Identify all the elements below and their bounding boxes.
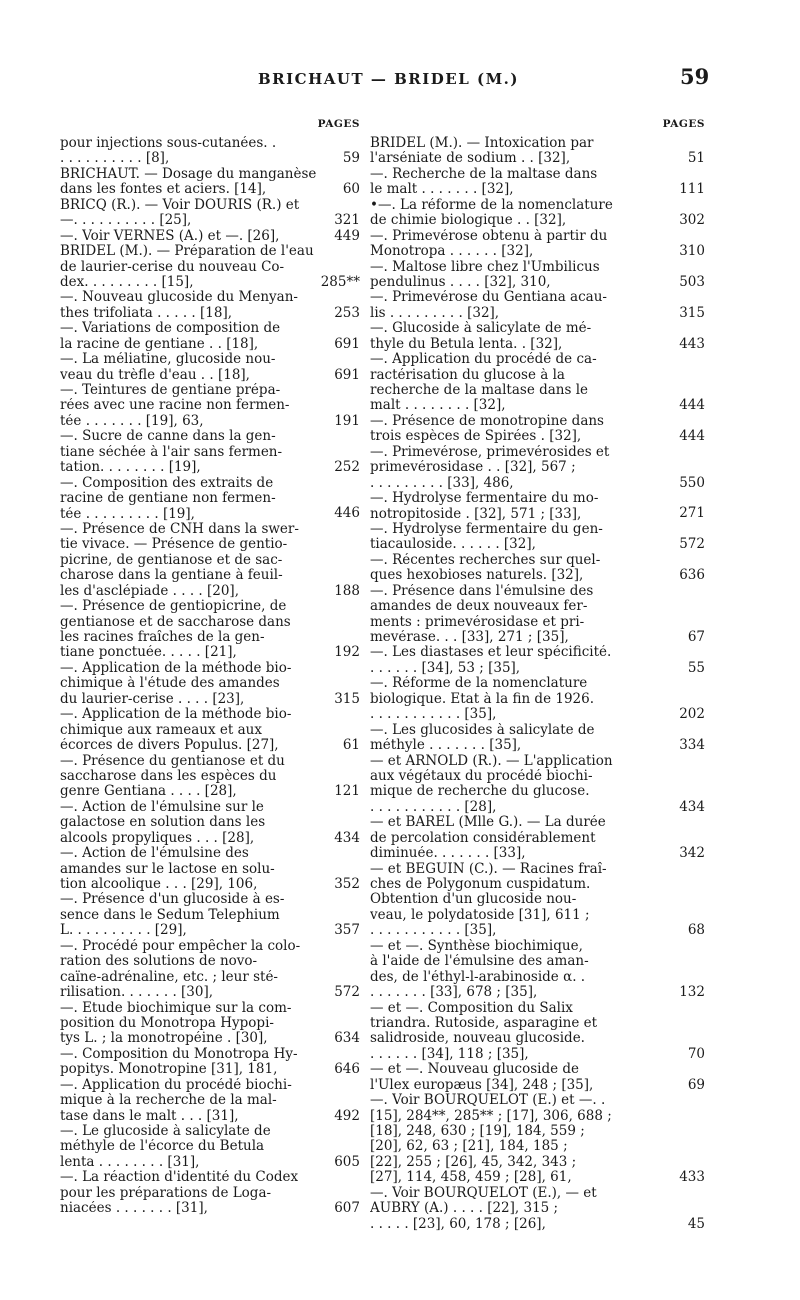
entry-text-line: [20], 62, 63 ; [21], 184, 185 ; (370, 1139, 568, 1155)
index-entry (370, 522, 705, 553)
entry-text-line: malt . . . . . . . . [32], (370, 398, 506, 414)
entry-page-ref: 634 (334, 1030, 360, 1047)
entry-text-line: —. Hydrolyse fermentaire du mo- (370, 491, 599, 507)
entry-text-line: position du Monotropa Hypopi- (60, 1015, 274, 1031)
index-entry (370, 862, 705, 939)
entry-page-ref: 492 (334, 1107, 360, 1124)
entry-text-line: amandes de deux nouveaux fer- (370, 599, 588, 615)
entry-page-ref: 188 (334, 582, 360, 599)
entry-text-line: notropitoside . [32], 571 ; [33], (370, 506, 582, 522)
entry-text-line: genre Gentiana . . . . [28], (60, 784, 237, 800)
entry-text-line: salidroside, nouveau glucoside. (370, 1031, 585, 1047)
entry-page-ref: 572 (334, 984, 360, 1001)
entry-text-line: —. Étude biochimique sur la com- (60, 1000, 292, 1016)
entry-text-line: recherche de la maltase dans le (370, 383, 589, 398)
entry-text-line: —. Voir BOURQUELOT (E.), — et (370, 1185, 597, 1201)
entry-text-line: •—. La réforme de la nomenclature (370, 197, 613, 213)
entry-text-line: tie vivace. — Présence de gentio- (60, 537, 288, 553)
entry-page-ref: 636 (679, 567, 705, 584)
index-entry (60, 244, 360, 290)
entry-text-line: tase dans le malt . . . [31], (60, 1108, 239, 1124)
entry-page-ref: 444 (679, 428, 705, 445)
entry-text-line: diminuée. . . . . . . [33], (370, 846, 526, 862)
entry-text-line: la racine de gentiane . . [18], (60, 336, 259, 352)
entry-text-line: de percolation considérablement (370, 830, 596, 846)
index-entry (370, 414, 705, 445)
pages-column-label: PAGES (662, 118, 705, 130)
entry-text-line: aux végétaux du procédé biochi- (370, 768, 593, 784)
entry-text-line: —. Primevérose obtenu à partir du (370, 228, 608, 244)
entry-text-line: —. Le glucoside à salicylate de (60, 1124, 271, 1139)
entry-text-line: —. Action de l'émulsine des (60, 846, 249, 862)
entry-text-line: — et BAREL (Mlle G.). — La durée (370, 815, 606, 831)
entry-text-line: biologique. État à la fin de 1926. (370, 691, 595, 707)
entry-text-line: rées avec une racine non fermen- (60, 398, 290, 414)
entry-text-line: tiacauloside. . . . . . [32], (370, 537, 536, 553)
page-number: 59 (680, 64, 710, 89)
entry-text-line: tation. . . . . . . . [19], (60, 460, 201, 476)
index-entry (370, 645, 705, 676)
entry-text-line: triandra. Rutoside, asparagine et (370, 1015, 598, 1031)
entry-text-line: [27], 114, 458, 459 ; [28], 61, (370, 1170, 572, 1186)
entry-text-line: des, de l'éthyl-l-arabinoside α. . (370, 969, 586, 985)
entry-page-ref: 433 (679, 1169, 705, 1186)
entry-text-line: thes trifoliata . . . . . [18], (60, 305, 233, 321)
entry-text-line: tion alcoolique . . . [29], 106, (60, 877, 258, 892)
entry-page-ref: 60 (342, 181, 360, 198)
entry-text-line: —. La méliatine, glucoside nou- (60, 352, 276, 368)
entry-page-ref: 192 (334, 644, 360, 661)
entry-page-ref: 55 (687, 659, 705, 676)
index-entry (60, 229, 360, 244)
index-entry (60, 167, 360, 198)
entry-text-line: popitys. Monotropine [31], 181, (60, 1062, 278, 1078)
entry-text-line: gentianose et de saccharose dans (60, 614, 291, 630)
entry-text-line: mique de recherche du glucose. (370, 784, 590, 800)
entry-text-line: l'arséniate de sodium . . [32], (370, 151, 571, 167)
entry-text-line: Obtention d'un glucoside nou- (370, 892, 577, 908)
index-entry (370, 754, 705, 816)
entry-text-line: primevérosidase . . [32], 567 ; (370, 460, 576, 476)
entry-text-line: BRIDEL (M.). — Préparation de l'eau (60, 244, 314, 260)
index-entry (60, 1124, 360, 1170)
entry-page-ref: 132 (679, 984, 705, 1001)
entry-text-line: tys L. ; la monotropéine . [30], (60, 1031, 268, 1047)
index-entry (60, 352, 360, 383)
entry-text-line: . . . . . . . . . . . [35], (370, 923, 497, 939)
entry-text-line: — et ARNOLD (R.). — L'application (370, 753, 613, 769)
entry-text-line: ractérisation du glucose à la (370, 367, 565, 383)
index-entry (370, 553, 705, 584)
entry-text-line: tée . . . . . . . . . [19], (60, 506, 195, 522)
entry-page-ref: 449 (334, 227, 360, 244)
entry-text-line: amandes sur le lactose en solu- (60, 861, 275, 877)
entry-text-line: . . . . . . . . . . . [28], (370, 799, 497, 815)
entry-text-line: saccharose dans les espèces du (60, 768, 277, 784)
entry-text-line: —. Variations de composition de (60, 321, 281, 337)
index-entry (60, 429, 360, 475)
index-entry (60, 522, 360, 599)
index-entry (60, 321, 360, 352)
entry-text-line: AUBRY (A.) . . . . [22], 315 ; (370, 1201, 559, 1217)
entry-text-line: de chimie biologique . . [32], (370, 213, 567, 229)
entry-page-ref: 68 (687, 922, 705, 939)
entry-text-line: mique à la recherche de la mal- (60, 1093, 277, 1109)
entry-text-line: pour les préparations de Loga- (60, 1185, 272, 1201)
entry-text-line: écorces de divers Populus. [27], (60, 738, 279, 754)
index-entry (60, 1170, 360, 1216)
index-entry (370, 1186, 705, 1232)
entry-text-line: galactose en solution dans les (60, 815, 266, 831)
entry-page-ref: 45 (687, 1215, 705, 1232)
entry-page-ref: 315 (679, 304, 705, 321)
index-entry (60, 892, 360, 938)
entry-text-line: —. Les diastases et leur spécificité. (370, 645, 612, 661)
index-entry (370, 676, 705, 722)
entry-page-ref: 310 (679, 243, 705, 260)
entry-text-line: tiane séchée à l'air sans fermen- (60, 444, 283, 460)
entry-page-ref: 691 (334, 335, 360, 352)
entry-text-line: —. Présence de monotropine dans (370, 413, 604, 429)
index-entry (370, 723, 705, 754)
entry-page-ref: 69 (687, 1076, 705, 1093)
entry-page-ref: 59 (342, 150, 360, 167)
index-entry (370, 815, 705, 861)
index-entry (370, 136, 705, 167)
entry-page-ref: 321 (334, 212, 360, 229)
index-entry (370, 445, 705, 491)
entry-text-line: sence dans le Sedum Telephium (60, 907, 280, 923)
index-entry (60, 939, 360, 1001)
entry-text-line: . . . . . . . . . [33], 486, (370, 475, 514, 491)
entry-page-ref: 252 (334, 459, 360, 476)
entry-text-line: racine de gentiane non fermen- (60, 491, 276, 507)
entry-text-line: —. Voir VERNES (A.) et —. [26], (60, 228, 280, 244)
entry-text-line: ques hexobioses naturels. [32], (370, 568, 584, 584)
entry-page-ref: 691 (334, 366, 360, 383)
entry-page-ref: 51 (687, 150, 705, 167)
index-entry (60, 1078, 360, 1124)
entry-text-line: —. La réaction d'identité du Codex (60, 1170, 299, 1186)
entry-page-ref: 550 (679, 474, 705, 491)
index-entry (370, 939, 705, 1001)
entry-page-ref: 271 (679, 505, 705, 522)
entry-text-line: — et —. Composition du Salix (370, 1000, 573, 1016)
entry-text-line: —. Composition des extraits de (60, 475, 274, 491)
entry-text-line: charose dans la gentiane à feuil- (60, 568, 283, 584)
index-entry (60, 661, 360, 707)
index-entry (60, 136, 360, 167)
entry-text-line: —. Sucre de canne dans la gen- (60, 429, 276, 445)
index-entry (60, 198, 360, 229)
entry-text-line: . . . . . . [34], 118 ; [35], (370, 1046, 529, 1062)
entry-text-line: —. Réforme de la nomenclature (370, 676, 588, 692)
entry-text-line: tiane ponctuée. . . . . [21], (60, 645, 237, 661)
entry-text-line: —. Les glucosides à salicylate de (370, 722, 595, 738)
index-entry-list (60, 136, 360, 1217)
entry-page-ref: 191 (334, 412, 360, 429)
entry-page-ref: 70 (687, 1045, 705, 1062)
entry-text-line: BRIDEL (M.). — Intoxication par (370, 136, 594, 151)
entry-text-line: —. Présence du gentianose et du (60, 753, 285, 769)
index-entry (370, 491, 705, 522)
entry-text-line: lenta . . . . . . . . [31], (60, 1154, 200, 1170)
entry-text-line: le malt . . . . . . . [32], (370, 182, 514, 198)
entry-page-ref: 352 (334, 875, 360, 892)
entry-text-line: mevérase. . . [33], 271 ; [35], (370, 630, 569, 645)
entry-text-line: de laurier-cerise du nouveau Co- (60, 259, 285, 275)
entry-text-line: chimique à l'étude des amandes (60, 676, 280, 692)
entry-page-ref: 315 (334, 690, 360, 707)
entry-text-line: méthyle . . . . . . . [35], (370, 738, 522, 754)
index-entry (370, 167, 705, 198)
entry-text-line: —. Primevérose du Gentiana acau- (370, 290, 607, 306)
entry-text-line: — et —. Synthèse biochimique, (370, 938, 583, 954)
entry-text-line: BRICQ (R.). — Voir DOURIS (R.) et (60, 197, 300, 213)
entry-page-ref: 342 (679, 845, 705, 862)
entry-text-line: BRICHAUT. — Dosage du manganèse (60, 166, 317, 182)
entry-text-line: —. . . . . . . . . . [25], (60, 213, 192, 229)
running-header (0, 64, 800, 104)
entry-page-ref: 285** (320, 273, 360, 290)
index-entry (60, 800, 360, 846)
entry-text-line: du laurier-cerise . . . . [23], (60, 691, 245, 707)
index-entry (370, 198, 705, 229)
entry-text-line: —. Présence de CNH dans la swer- (60, 521, 299, 537)
index-entry (370, 290, 705, 321)
entry-text-line: chimique aux rameaux et aux (60, 722, 262, 738)
index-entry (60, 1001, 360, 1047)
entry-page-ref: 646 (334, 1061, 360, 1078)
entry-page-ref: 61 (342, 737, 360, 754)
entry-text-line: —. Application de la méthode bio- (60, 707, 292, 723)
entry-text-line: — et BÉGUIN (C.). — Racines fraî- (370, 861, 607, 877)
entry-text-line: Monotropa . . . . . . [32], (370, 244, 534, 260)
index-entry (370, 260, 705, 291)
index-entry (370, 1093, 705, 1186)
entry-text-line: les d'asclépiade . . . . [20], (60, 583, 239, 599)
entry-page-ref: 572 (679, 536, 705, 553)
index-entry (60, 754, 360, 800)
entry-text-line: — et —. Nouveau glucoside de (370, 1062, 580, 1078)
entry-text-line: —. Récentes recherches sur quel- (370, 552, 601, 568)
entry-text-line: [18], 248, 630 ; [19], 184, 559 ; (370, 1124, 585, 1139)
entry-page-ref: 607 (334, 1200, 360, 1217)
entry-text-line: caïne-adrénaline, etc. ; leur sté- (60, 969, 278, 985)
entry-text-line: dans les fontes et aciers. [14], (60, 182, 267, 198)
entry-text-line: ches de Polygonum cuspidatum. (370, 877, 591, 892)
entry-text-line: L. . . . . . . . . . [29], (60, 923, 187, 939)
entry-text-line: ration des solutions de novo- (60, 954, 258, 970)
entry-page-ref: 334 (679, 737, 705, 754)
entry-text-line: —. Nouveau glucoside du Menyan- (60, 290, 298, 306)
entry-page-ref: 444 (679, 397, 705, 414)
entry-page-ref: 67 (687, 628, 705, 645)
index-entry (370, 1062, 705, 1093)
entry-text-line: alcools propyliques . . . [28], (60, 830, 255, 846)
index-entry (370, 321, 705, 352)
entry-text-line: —. Application du procédé de ca- (370, 352, 597, 368)
index-entry (370, 352, 705, 414)
entry-text-line: dex. . . . . . . . . [15], (60, 274, 194, 290)
entry-text-line: —. Procédé pour empêcher la colo- (60, 938, 301, 954)
entry-text-line: méthyle de l'écorce du Betula (60, 1139, 265, 1155)
entry-text-line: picrine, de gentianose et de sac- (60, 552, 283, 568)
entry-text-line: —. Voir BOURQUELOT (E.) et —. . (370, 1093, 606, 1109)
index-entry (60, 476, 360, 522)
entry-text-line: ments : primevérosidase et pri- (370, 614, 585, 630)
entry-text-line: trois espèces de Spirées . [32], (370, 429, 582, 445)
entry-page-ref: 121 (334, 783, 360, 800)
entry-text-line: à l'aide de l'émulsine des aman- (370, 954, 589, 970)
entry-page-ref: 357 (334, 922, 360, 939)
index-entry (370, 229, 705, 260)
index-entry (60, 383, 360, 429)
entry-text-line: [15], 284**, 285** ; [17], 306, 688 ; (370, 1108, 612, 1124)
index-entry (370, 1001, 705, 1063)
entry-page-ref: 434 (334, 829, 360, 846)
entry-text-line: —. Présence d'un glucoside à es- (60, 892, 285, 908)
entry-text-line: veau, le polydatoside [31], 611 ; (370, 907, 590, 923)
entry-text-line: niacées . . . . . . . [31], (60, 1201, 208, 1217)
index-entry (60, 290, 360, 321)
entry-page-ref: 302 (679, 212, 705, 229)
entry-page-ref: 446 (334, 505, 360, 522)
entry-text-line: l'Ulex europæus [34], 248 ; [35], (370, 1077, 594, 1093)
entry-text-line: . . . . . . [34], 53 ; [35], (370, 660, 521, 676)
entry-text-line: —. Présence dans l'émulsine des (370, 583, 594, 599)
entry-text-line: pour injections sous-cutanées. . (60, 136, 277, 151)
entry-text-line: —. Application de la méthode bio- (60, 660, 292, 676)
entry-text-line: —. Glucoside à salicylate de mé- (370, 321, 592, 337)
entry-text-line: veau du trèfle d'eau . . [18], (60, 367, 250, 383)
entry-text-line: —. Application du procédé biochi- (60, 1077, 292, 1093)
entry-text-line: —. Maltose libre chez l'Umbilicus (370, 259, 600, 275)
entry-text-line: . . . . . . . [33], 678 ; [35], (370, 985, 538, 1001)
entry-text-line: lis . . . . . . . . . [32], (370, 305, 500, 321)
entry-text-line: les racines fraîches de la gen- (60, 630, 265, 645)
entry-page-ref: 434 (679, 798, 705, 815)
entry-text-line: . . . . . [23], 60, 178 ; [26], (370, 1216, 546, 1232)
entry-page-ref: 443 (679, 335, 705, 352)
entry-text-line: —. Présence de gentiopicrine, de (60, 599, 287, 615)
entry-text-line: —. Hydrolyse fermentaire du gen- (370, 521, 603, 537)
entry-page-ref: 202 (679, 706, 705, 723)
pages-column-label: PAGES (317, 118, 360, 130)
entry-page-ref: 605 (334, 1153, 360, 1170)
entry-text-line: tée . . . . . . . [19], 63, (60, 413, 204, 429)
entry-text-line: [22], 255 ; [26], 45, 342, 343 ; (370, 1154, 577, 1170)
entry-text-line: —. Composition du Monotropa Hy- (60, 1046, 298, 1062)
entry-text-line: —. Action de l'émulsine sur le (60, 799, 264, 815)
entry-text-line: thyle du Betula lenta. . [32], (370, 336, 563, 352)
entry-text-line: . . . . . . . . . . [8], (60, 151, 170, 167)
entry-text-line: —. Recherche de la maltase dans (370, 166, 598, 182)
index-entry (60, 846, 360, 892)
entry-page-ref: 503 (679, 273, 705, 290)
index-entry (60, 1047, 360, 1078)
entry-page-ref: 253 (334, 304, 360, 321)
entry-text-line: rilisation. . . . . . . [30], (60, 985, 214, 1001)
running-title: BRICHAUT — BRIDEL (M.) (258, 70, 519, 88)
entry-text-line: . . . . . . . . . . . [35], (370, 707, 497, 723)
index-entry (60, 599, 360, 661)
entry-text-line: —. Teintures de gentiane prépa- (60, 383, 281, 398)
entry-text-line: pendulinus . . . . [32], 310, (370, 274, 551, 290)
index-entry (370, 584, 705, 646)
entry-page-ref: 111 (679, 181, 705, 198)
index-entry-list (370, 136, 705, 1232)
index-entry (60, 707, 360, 753)
entry-text-line: —. Primevérose, primevérosides et (370, 444, 610, 460)
